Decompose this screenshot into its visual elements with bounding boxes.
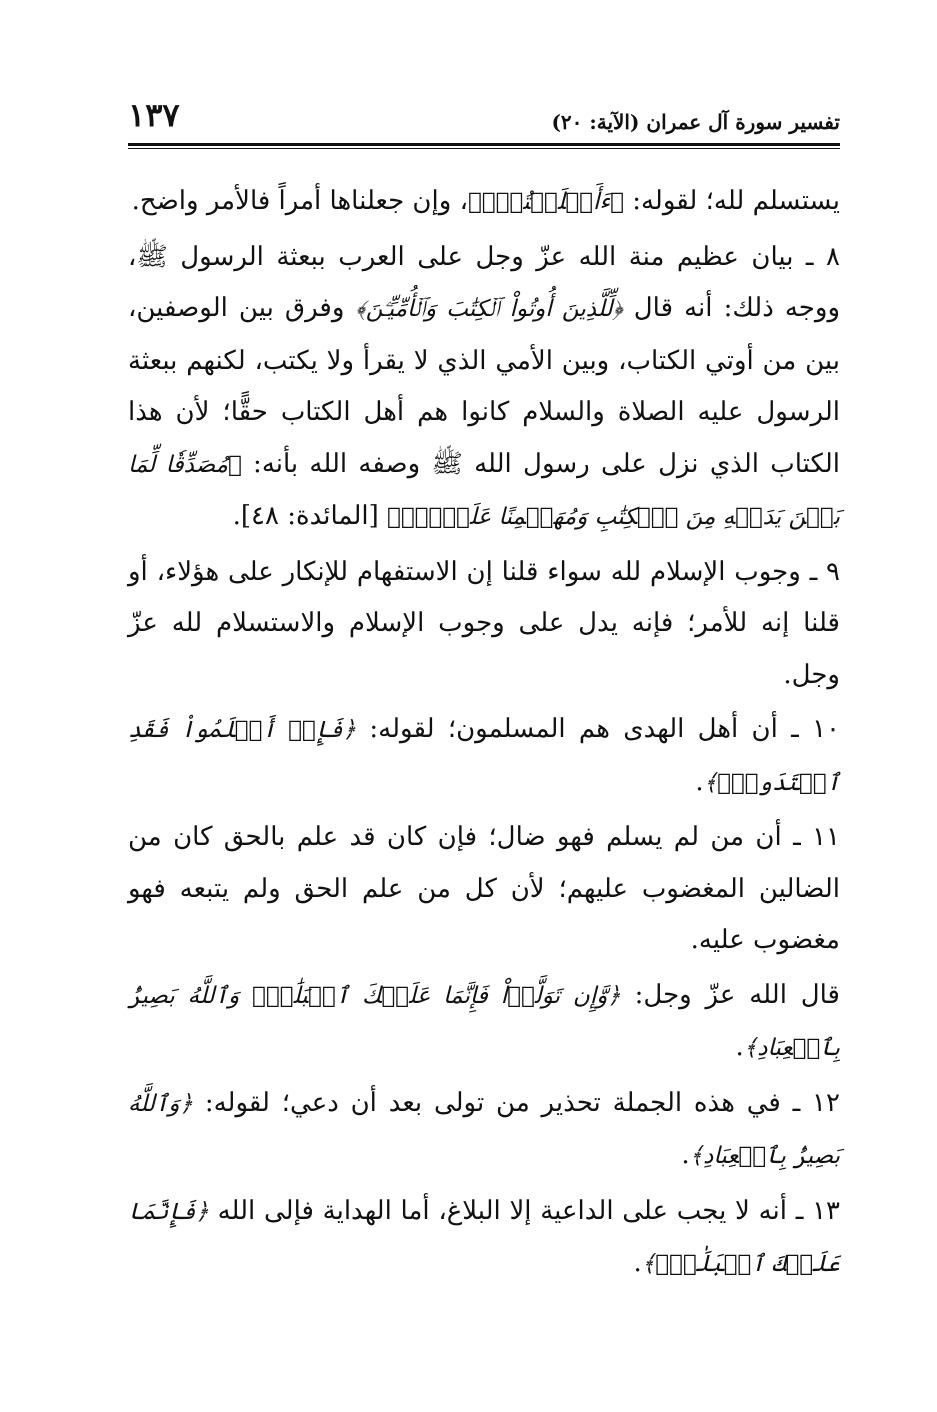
- text-run: قال الله عزّ وجل:: [620, 979, 840, 1010]
- text-run: [المائدة: ٤٨].: [232, 501, 388, 531]
- text-run: يستسلم لله؛ لقوله:: [623, 186, 840, 216]
- paragraph-9: [128, 547, 840, 702]
- quran-verse: ﴿وَٱللَّهُ بَصِيرُۢ بِٱلۡعِبَادِ﴾: [128, 1090, 840, 1169]
- text-run: .: [633, 1248, 642, 1278]
- paragraph-11: [128, 812, 840, 967]
- quran-verse: ﴿مُصَدِّقٗا لِّمَا بَيۡنَ يَدَيۡهِ مِنَ ٱلۡكِتَٰبِ وَمُهَيۡمِنًا عَلَيۡهِۖ﴾: [128, 451, 840, 530]
- quran-verse: ﴿فَإِنَّمَا عَلَيۡكَ ٱلۡبَلَٰغُۗ﴾: [128, 1198, 840, 1277]
- quran-verse: ﴿فَإِنۡ أَسۡلَمُواْ فَقَدِ ٱهۡتَدَواْۖ﴾: [128, 717, 840, 796]
- text-run: بيان عظيم منة الله عزّ وجل على العرب ببعثة الرسول ﷺ، ووجه ذلك: أنه قال: [128, 241, 840, 323]
- paragraph-number: ٩ ـ: [800, 556, 840, 587]
- header-rule: [128, 143, 840, 146]
- quran-verse: ﴿وَّإِن تَوَلَّوۡاْ فَإِنَّمَا عَلَيۡكَ ٱلۡبَلَٰغُۗ وَٱللَّهُ بَصِيرُۢ بِٱلۡعِبَادِ﴾: [128, 982, 840, 1061]
- paragraph-13: [128, 1186, 840, 1291]
- text-run: أن من لم يسلم فهو ضال؛ فإن كان قد علم بالحق كان من الضالين المغضوب عليهم؛ لأن كل من علم الحق ولم يتبعه فهو مغضوب عليه.: [128, 822, 840, 955]
- text-run: .: [681, 1140, 690, 1170]
- text-run: أنه لا يجب على الداعية إلا البلاغ، أما الهداية فإلى الله: [208, 1195, 787, 1226]
- paragraph-8: [128, 232, 840, 544]
- paragraph-number: ١٣ ـ: [787, 1195, 840, 1226]
- paragraph-number: ١١ ـ: [781, 822, 840, 852]
- paragraph-number: ١٠ ـ: [777, 714, 840, 744]
- quran-verse: ﴿ءَأَسۡلَمۡتُمۡۚ﴾: [467, 189, 624, 215]
- text-run: أن أهل الهدى هم المسلمون؛ لقوله:: [356, 714, 778, 744]
- header-rule-thin: [128, 148, 840, 149]
- text-run: وفرق بين الوصفين، بين من أوتي الكتاب، وبين الأمي الذي لا يقرأ ولا يكتب، لكنهم ببعثة الرسول عليه الصلاة والسلام كانوا هم أهل الكتاب حقًّا؛ لأن هذا الكتاب الذي نزل على رسول الله ﷺ وصفه الله بأنه:: [128, 293, 840, 479]
- paragraph-verse-quote: [128, 970, 840, 1075]
- paragraph-12: [128, 1078, 840, 1183]
- paragraph-number: ١٢ ـ: [780, 1087, 840, 1118]
- paragraph-continuation: [128, 176, 840, 229]
- quran-verse: ﴿لِّلَّذِينَ أُوتُواْ ٱلۡكِتَٰبَ وَٱلۡأُمِّيِّـۧنَ﴾: [355, 296, 623, 322]
- text-run: ، وإن جعلناها أمراً فالأمر واضح.: [131, 186, 468, 216]
- paragraph-number: ٨ ـ: [793, 241, 840, 272]
- text-run: وجوب الإسلام لله سواء قلنا إن الاستفهام للإنكار على هؤلاء، أو قلنا إنه للأمر؛ فإنه يدل على وجوب الإسلام والاستسلام لله عزّ وجل.: [128, 556, 840, 690]
- header-title: تفسير سورة آل عمران (الآية: ٢٠): [551, 110, 840, 134]
- page-number: ١٣٧: [128, 96, 180, 134]
- paragraph-10: [128, 704, 840, 809]
- body-text: [128, 176, 840, 1294]
- text-run: .: [695, 766, 704, 797]
- text-run: في هذه الجملة تحذير من تولى بعد أن دعي؛ لقوله:: [193, 1087, 781, 1118]
- running-header: [128, 96, 840, 142]
- text-run: .: [735, 1032, 744, 1062]
